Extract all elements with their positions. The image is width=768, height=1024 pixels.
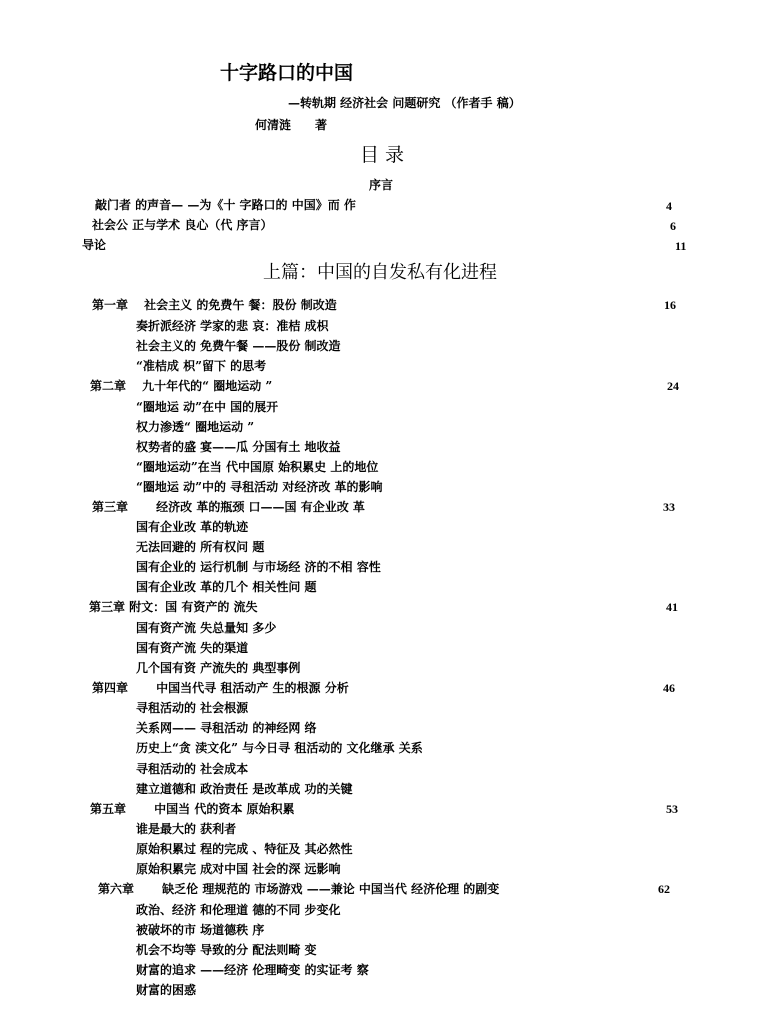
chapter-page: 53 [666,802,678,816]
section-title: “圈地运 动”在中 国的展开 [136,400,279,414]
preface-heading: 序言 [369,178,394,192]
toc-entry-title: 敲门者 的声音— —为《十 字路口的 中国》而 作 [95,198,356,212]
section-title: 几个国有资 产流失的 典型事例 [136,661,301,675]
chapter-title: 第三章 经济改 革的瓶颈 口——国 有企业改 革 [92,500,365,514]
section-title: 政治、经济 和伦理道 德的不同 步变化 [136,903,341,917]
chapter-page: 16 [664,298,676,312]
section-title: 原始积累过 程的完成 、特征及 其必然性 [136,842,353,856]
section-title: 奏折派经济 学家的悲 哀：准桔 成枳 [136,319,329,333]
section-title: 权势者的盛 宴——瓜 分国有土 地收益 [136,440,341,454]
toc-entry-page: 11 [675,239,687,253]
toc-heading: 目 录 [360,144,405,166]
section-title: 国有资产流 失总量知 多少 [136,621,277,635]
chapter-title: 第一章 社会主义 的免费午 餐：股份 制改造 [92,298,337,312]
chapter-page: 62 [658,882,670,896]
section-title: “圈地运动”在当 代中国原 始积累史 上的地位 [136,460,379,474]
section-title: 寻租活动的 社会根源 [136,701,249,715]
section-title: 无法回避的 所有权问 题 [136,540,265,554]
toc-entry-title: 社会公 正与学术 良心（代 序言） [92,218,273,232]
document-subtitle: —转轨期 经济社会 问题研究 （作者手 稿） [288,96,521,110]
section-title: 国有企业的 运行机制 与市场经 济的不相 容性 [136,560,381,574]
section-title: 国有企业改 革的轨迹 [136,520,249,534]
toc-entry-title: 导论 [82,238,107,252]
section-title: 历史上“贪 渎文化” 与今日寻 租活动的 文化继承 关系 [136,741,423,755]
section-title: 寻租活动的 社会成本 [136,762,249,776]
chapter-title: 第四章 中国当代寻 租活动产 生的根源 分析 [92,681,349,695]
chapter-page: 33 [663,500,675,514]
section-title: “准桔成 枳”留下 的思考 [136,359,267,373]
chapter-title: 第三章 附文：国 有资产的 流失 [89,600,258,614]
chapter-page: 46 [663,681,675,695]
section-title: 国有企业改 革的几个 相关性问 题 [136,580,317,594]
section-title: 机会不均等 导致的分 配法则畸 变 [136,943,317,957]
document-author: 何清涟 著 [255,118,328,132]
chapter-title: 第五章 中国当 代的资本 原始积累 [90,802,295,816]
chapter-title: 第二章 九十年代的“ 圈地运动 ” [90,379,273,393]
section-title: 财富的困惑 [136,983,197,997]
section-title: 国有资产流 失的渠道 [136,641,249,655]
section-title: 财富的追求 ——经济 伦理畸变 的实证考 察 [136,963,369,977]
section-title: 建立道德和 政治责任 是改革成 功的关键 [136,782,353,796]
section-title: 权力渗透“ 圈地运动 ” [136,420,255,434]
section-title: 谁是最大的 获利者 [136,822,237,836]
section-title: 社会主义的 免费午餐 ——股份 制改造 [136,339,341,353]
section-title: 原始积累完 成对中国 社会的深 远影响 [136,862,341,876]
document-title: 十字路口的中国 [220,62,354,84]
chapter-title: 第六章 缺乏伦 理规范的 市场游戏 ——兼论 中国当代 经济伦理 的剧变 [98,882,500,896]
section-title: 关系网—— 寻租活动 的神经网 络 [136,721,317,735]
part-heading: 上篇：中国的自发私有化进程 [263,262,497,283]
chapter-page: 41 [666,600,678,614]
toc-entry-page: 6 [670,219,676,233]
toc-entry-page: 4 [666,199,672,213]
chapter-page: 24 [667,379,679,393]
section-title: “圈地运 动”中的 寻租活动 对经济改 革的影响 [136,480,383,494]
section-title: 被破坏的市 场道德秩 序 [136,923,265,937]
